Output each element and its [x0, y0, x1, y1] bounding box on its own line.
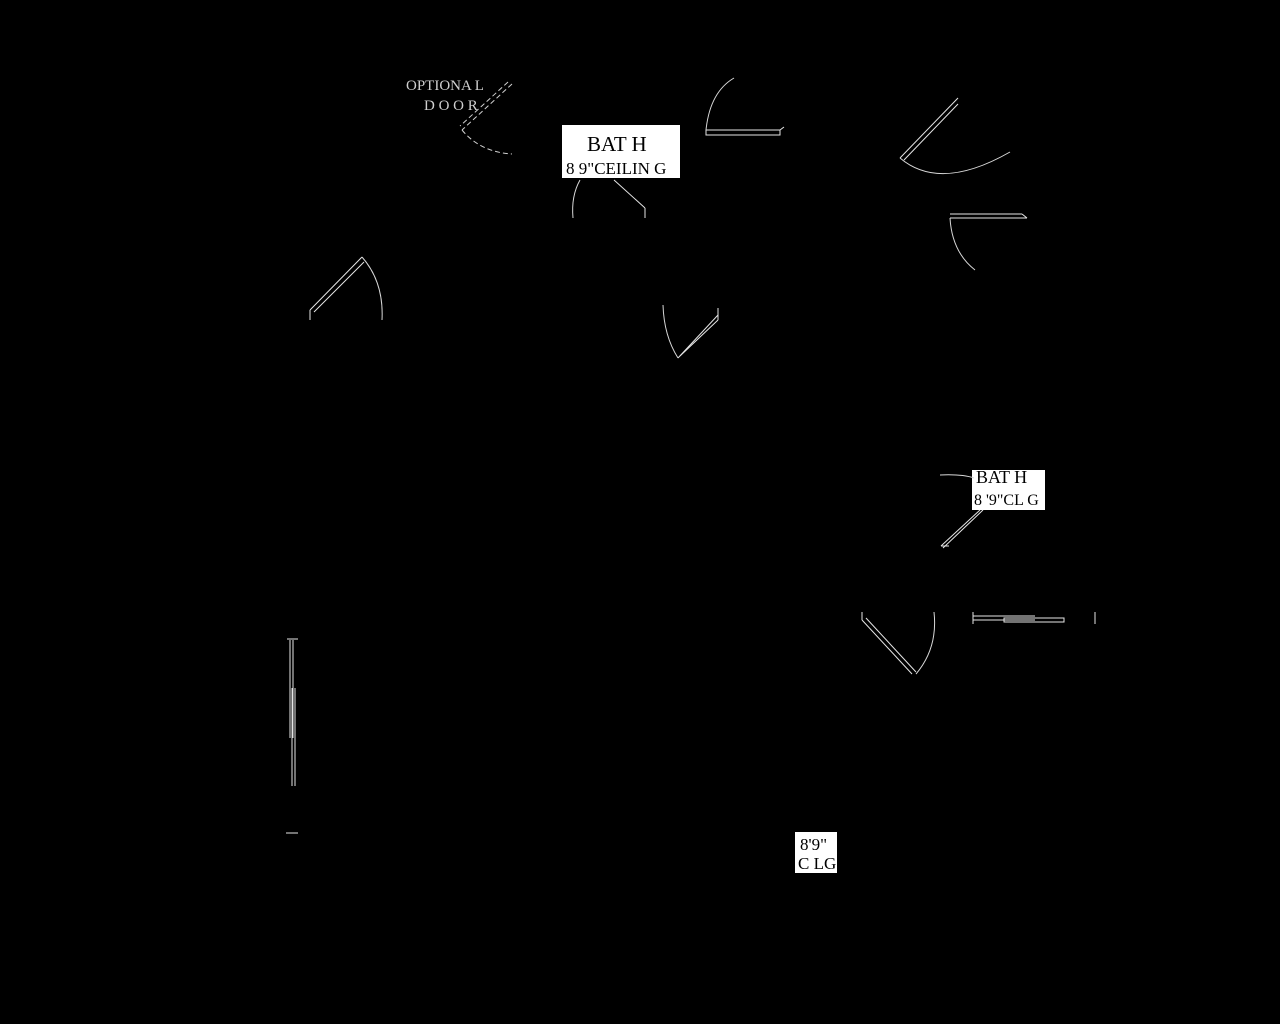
bath-right-label [972, 467, 1045, 510]
clg-lower-label-height: 8'9" [800, 835, 828, 854]
clg-lower-label [795, 832, 837, 873]
optional-door-label-line2: D O O R [424, 98, 478, 114]
bath-right-label-title: BAT H [976, 467, 1028, 487]
bath-right-label-ceiling: 8 '9"CL G [974, 492, 1039, 509]
bath-upper-label-title: BAT H [587, 132, 647, 156]
bath-upper-label [562, 125, 680, 178]
bath-upper-label-ceiling: 8 9"CEILIN G [566, 159, 667, 178]
clg-lower-label-text: C LG [798, 854, 837, 873]
optional-door-label-line1: OPTIONA L [406, 78, 484, 94]
